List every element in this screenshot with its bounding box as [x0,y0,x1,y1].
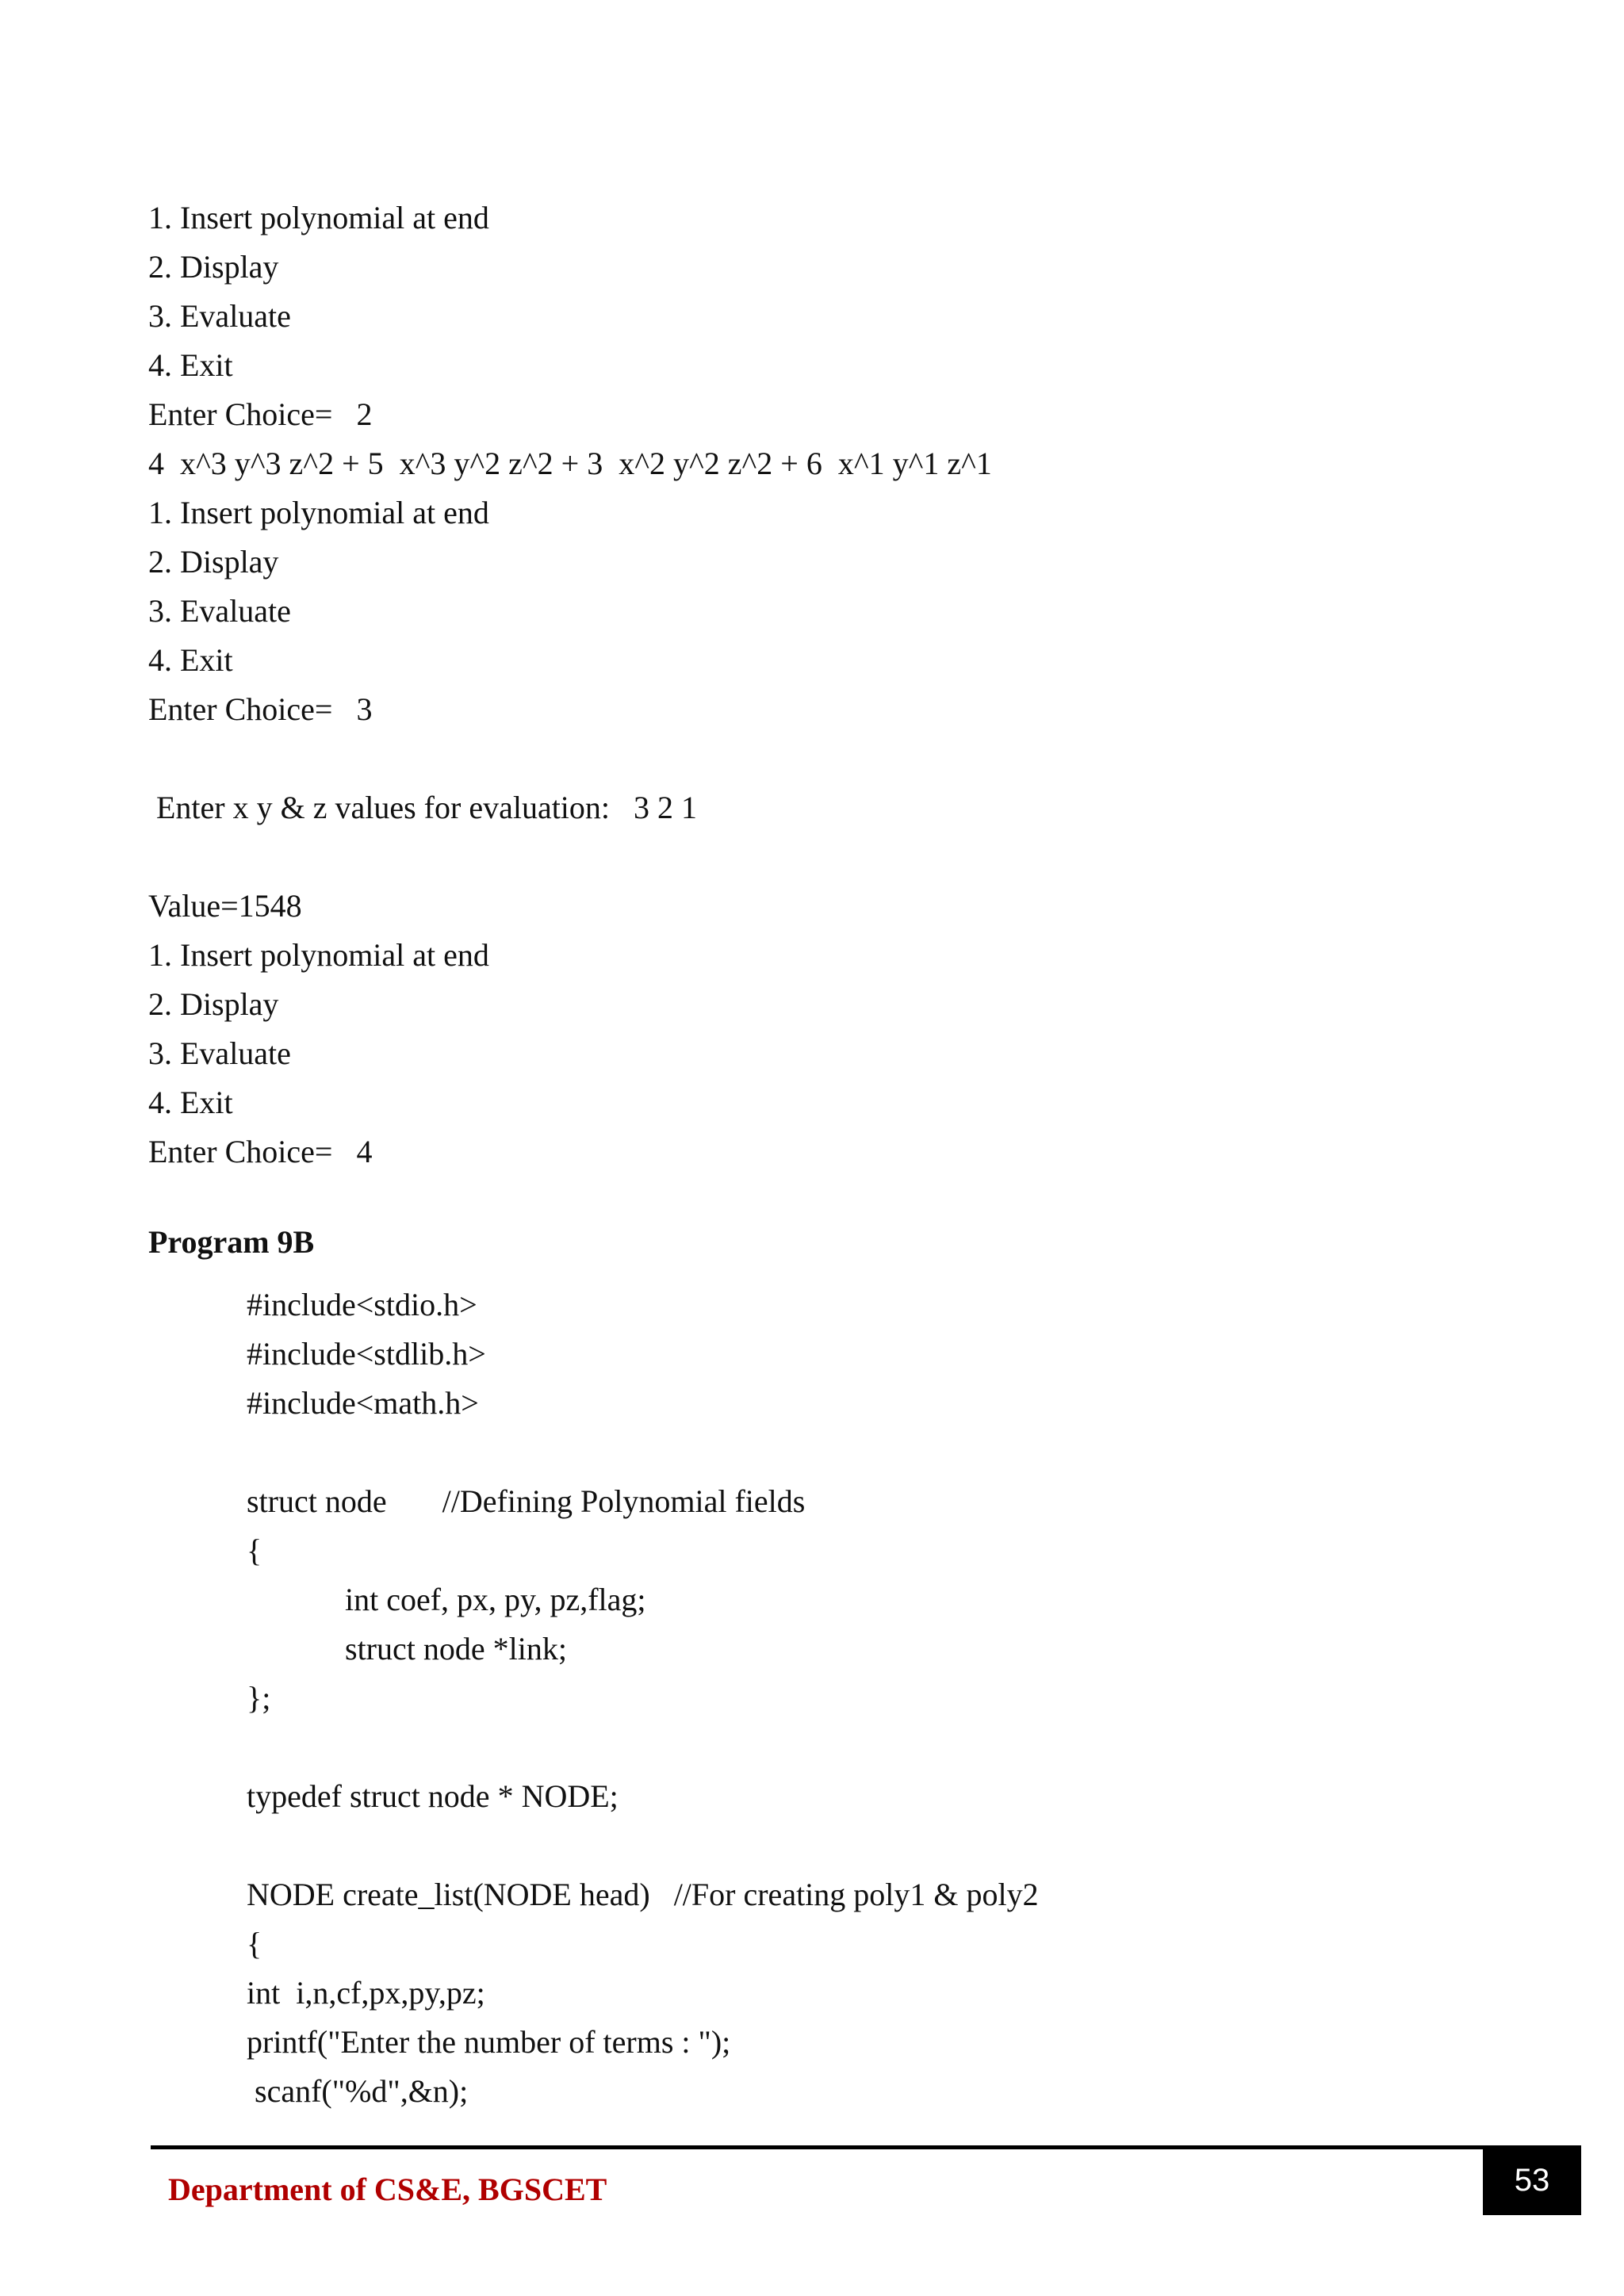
code-line: #include<math.h> [247,1385,479,1421]
output-line: 3. Evaluate [148,298,291,334]
code-line: printf("Enter the number of terms : "); [247,2024,731,2060]
output-line: 4. Exit [148,642,233,678]
code-line: scanf("%d",&n); [247,2073,469,2109]
code-line [247,1428,1515,1477]
output-line: Enter Choice= 3 [148,691,373,727]
page-number: 53 [1483,2145,1581,2215]
code-line: NODE create_list(NODE head) //For creating poly1 & poly2 [247,1877,1039,1912]
output-line: 2. Display [148,249,279,285]
footer-department: Department of CS&E, BGSCET [168,2172,607,2207]
output-line: Value=1548 [148,888,302,924]
output-line: 2. Display [148,544,279,580]
output-line: 1. Insert polynomial at end [148,495,489,530]
output-line: 4 x^3 y^3 z^2 + 5 x^3 y^2 z^2 + 3 x^2 y^2 z^2 + 6 x^1 y^1 z^1 [148,446,992,481]
code-line: #include<stdio.h> [247,1287,477,1322]
output-line: 4. Exit [148,347,233,383]
code-line: }; [247,1680,271,1716]
code-line: { [247,1926,262,1961]
code-line [247,1723,1515,1772]
code-listing [247,1280,1515,2116]
output-line [148,734,1496,783]
code-line [247,1821,1515,1870]
section-heading: Program 9B [148,1224,315,1260]
program-output [148,193,1496,1177]
output-line: Enter x y & z values for evaluation: 3 2 1 [148,790,698,825]
code-line: int i,n,cf,px,py,pz; [247,1975,485,2011]
code-line: { [247,1533,262,1568]
output-line: Enter Choice= 4 [148,1134,373,1169]
code-line: #include<stdlib.h> [247,1336,486,1372]
output-line: 3. Evaluate [148,1035,291,1071]
code-line: struct node //Defining Polynomial fields [247,1483,806,1519]
output-line [148,832,1496,882]
code-line: typedef struct node * NODE; [247,1778,619,1814]
output-line: Enter Choice= 2 [148,396,373,432]
code-line: int coef, px, py, pz,flag; [345,1582,646,1617]
output-line: 2. Display [148,986,279,1022]
output-line: 1. Insert polynomial at end [148,937,489,973]
output-line: 1. Insert polynomial at end [148,200,489,235]
output-line: 3. Evaluate [148,593,291,629]
code-line: struct node *link; [345,1631,567,1667]
output-line: 4. Exit [148,1085,233,1120]
footer-divider [151,2145,1483,2149]
